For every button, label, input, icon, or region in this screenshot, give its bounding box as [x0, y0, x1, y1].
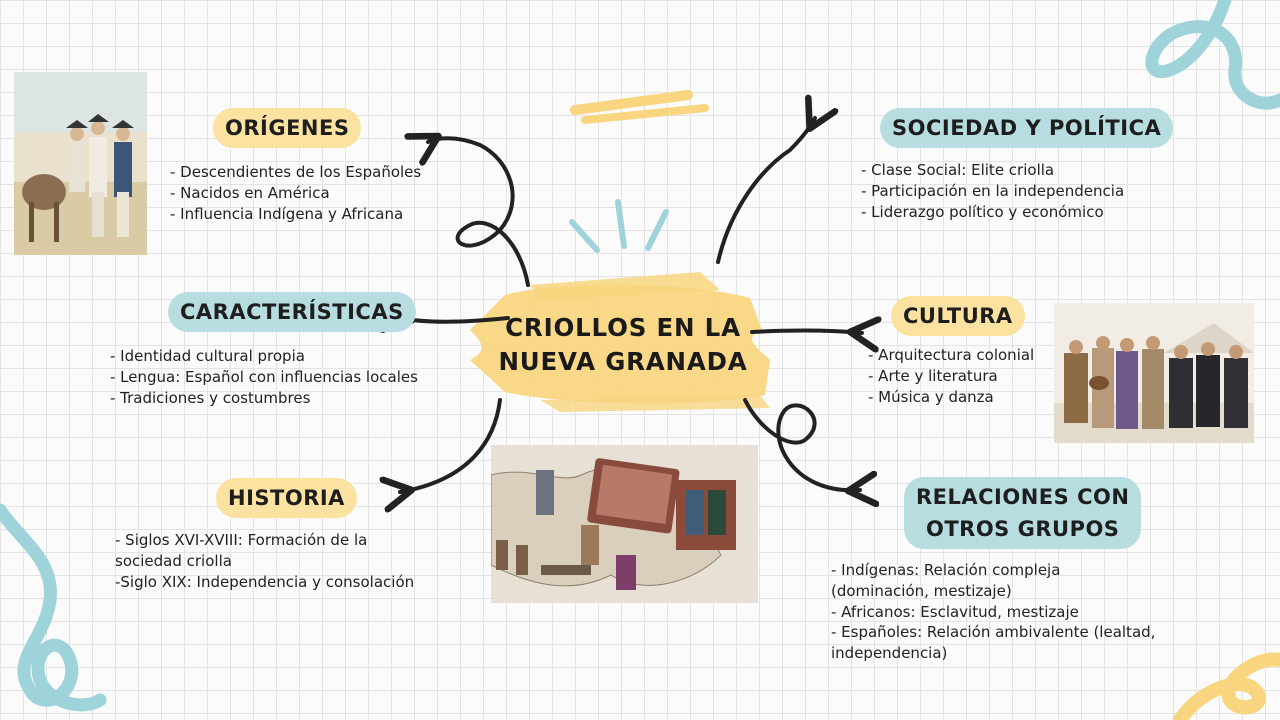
list-item: - Participación en la independencia — [861, 181, 1125, 200]
list-item: - Arte y literatura — [868, 366, 998, 385]
caracteristicas-list — [110, 346, 418, 408]
list-item: -Siglo XIX: Independencia y consolación — [115, 572, 415, 591]
map-illustration — [491, 445, 758, 603]
list-item: - Clase Social: Elite criolla — [861, 161, 1055, 179]
sociedad-title-pill: SOCIEDAD Y POLÍTICA — [880, 108, 1173, 148]
relaciones-title-line-1: RELACIONES CON — [916, 485, 1130, 509]
origenes-list — [170, 162, 421, 224]
list-item: - Arquitectura colonial — [868, 346, 1035, 364]
list-item: - Siglos XVI-XVIII: Formación de la — [115, 531, 368, 549]
cultura-list — [868, 345, 1034, 407]
list-item: - Identidad cultural propia — [110, 347, 305, 365]
list-item: - Influencia Indígena y Africana — [170, 204, 404, 223]
center-title-line-2: NUEVA GRANADA — [498, 347, 748, 376]
list-item: - Nacidos en América — [170, 183, 330, 202]
list-item: - Tradiciones y costumbres — [110, 388, 311, 407]
list-item: - Indígenas: Relación compleja — [831, 561, 1061, 579]
center-title-line-1: CRIOLLOS EN LA — [505, 313, 741, 342]
connector-relaciones — [745, 400, 860, 490]
relaciones-title-line-2: OTROS GRUPOS — [925, 517, 1120, 541]
list-item: - Música y danza — [868, 387, 994, 406]
sociedad-list — [861, 160, 1124, 222]
list-item: - Africanos: Esclavitud, mestizaje — [831, 602, 1079, 621]
soldiers-illustration — [14, 72, 147, 255]
list-item: - Lengua: Español con influencias locales — [110, 367, 418, 386]
center-title — [492, 311, 754, 379]
caracteristicas-title-pill: CARACTERÍSTICAS — [168, 292, 416, 332]
list-item: - Españoles: Relación ambivalente (lealtad, — [831, 623, 1156, 642]
list-item: sociedad criolla — [115, 551, 232, 570]
connector-sociedad — [718, 118, 815, 262]
historia-title-pill: HISTORIA — [216, 478, 357, 518]
relaciones-title-pill — [904, 477, 1141, 549]
list-item: - Liderazgo político y económico — [861, 202, 1104, 221]
connector-cultura — [752, 331, 862, 333]
cultura-title-pill: CULTURA — [891, 296, 1025, 336]
origenes-title-pill: ORÍGENES — [213, 108, 361, 148]
connector-origenes — [428, 138, 528, 285]
historia-list — [115, 530, 414, 592]
list-item: - Descendientes de los Españoles — [170, 163, 422, 181]
list-item: (dominación, mestizaje) — [831, 581, 1012, 600]
relaciones-list — [831, 560, 1155, 664]
musicians-illustration — [1054, 303, 1254, 443]
list-item: independencia) — [831, 644, 948, 663]
connector-historia — [400, 400, 500, 492]
